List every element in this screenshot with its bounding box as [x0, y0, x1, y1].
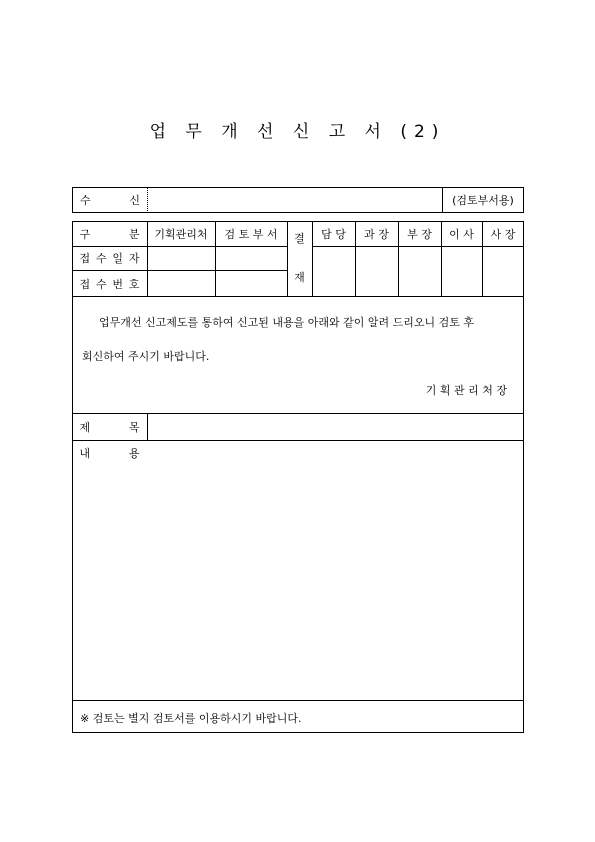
content-value[interactable]: [152, 448, 517, 693]
content-label-text: 내 용: [79, 447, 140, 460]
approver-president: 사 장: [490, 227, 516, 241]
receiver-divider: [147, 187, 148, 213]
approver-executive: 이 사: [449, 227, 474, 241]
approver-manager: 과 장: [364, 227, 389, 241]
subject-label: [72, 413, 147, 440]
notice-line-1: 업무개선 신고제도를 통하여 신고된 내용을 아래와 같이 알려 드리오니 검토 후: [99, 316, 474, 329]
approval-label-bottom: 재: [294, 271, 305, 284]
col-header-review-dept: 검 토 부 서: [224, 227, 278, 241]
col-header-planning: 기획관리처: [154, 227, 208, 241]
approver-rowline: [312, 246, 524, 247]
receiver-value[interactable]: [152, 193, 437, 207]
row-label-receipt-date-text: 접 수 일 자: [79, 252, 140, 265]
notice-line-2: 회신하여 주시기 바랍니다.: [82, 350, 210, 363]
receiver-label: [72, 187, 147, 213]
page-title: 업 무 개 선 신 고 서 (2): [149, 122, 446, 142]
content-top-line: [72, 440, 524, 441]
approval-label-top: 결: [294, 232, 305, 245]
approver-staff: 담 당: [321, 227, 346, 241]
approver-director: 부 장: [407, 227, 432, 241]
row-label-receipt-date: [72, 246, 147, 270]
subject-label-text: 제 목: [79, 420, 140, 434]
subject-value[interactable]: [152, 419, 517, 433]
footer-note: ※ 검토는 별지 검토서를 이용하시기 바랍니다.: [80, 712, 302, 725]
row-label-category: [72, 221, 147, 246]
row-label-category-text: 구 분: [79, 227, 140, 241]
row-label-receipt-number-text: 접 수 번 호: [79, 277, 140, 291]
notice-signer: 기 획 관 리 처 장: [425, 384, 507, 397]
subject-divider: [147, 413, 148, 440]
receiver-label-text: 수 신: [80, 194, 140, 207]
content-label: [72, 444, 147, 462]
receiver-note: (검토부서용): [452, 194, 514, 207]
row-label-receipt-number: [72, 270, 147, 297]
footer-top-line: [72, 700, 524, 701]
